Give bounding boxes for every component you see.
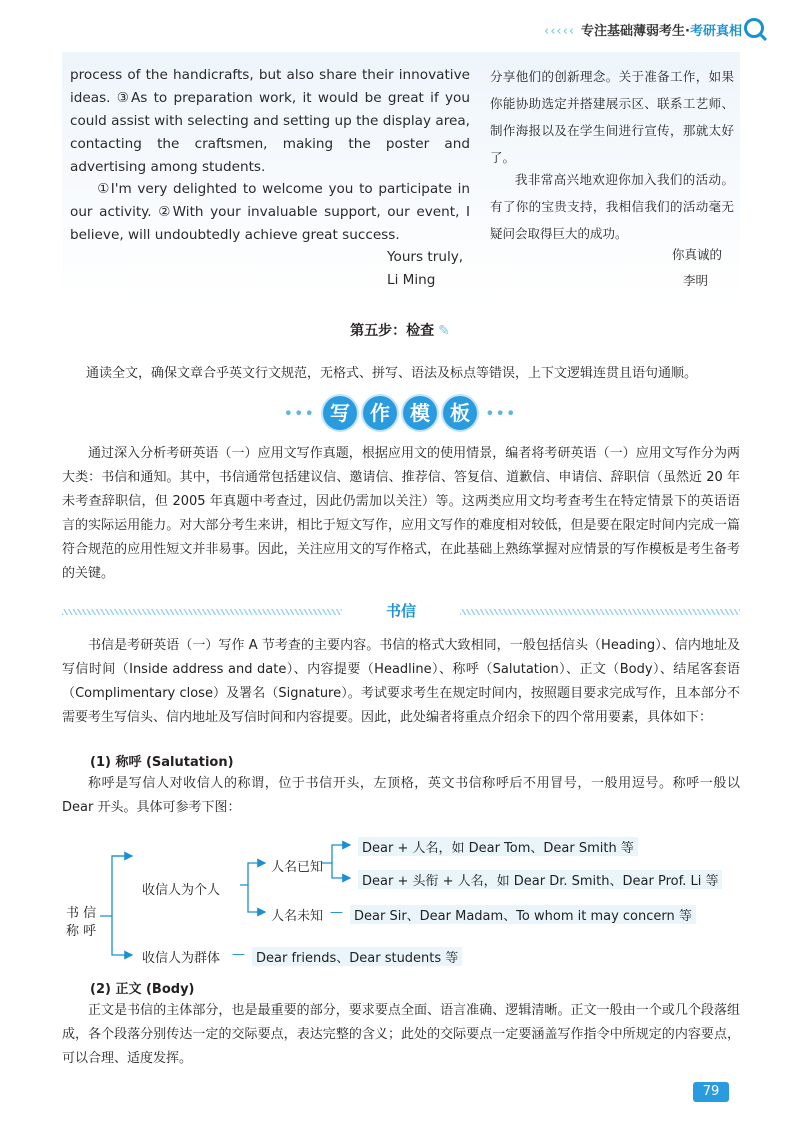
template-char-4: 板 [443,396,477,430]
letter-en-closing: Yours truly, [387,249,464,265]
step5-title [0,320,800,340]
feather-icon: ✎ [438,323,450,339]
template-char-2: 作 [363,396,397,430]
diagram-root: 书 信 称 呼 [66,906,97,939]
template-dots-right: ••• [485,403,517,423]
page-number: 79 [693,1082,729,1102]
template-title [0,396,800,430]
section-header-letters [62,600,740,624]
branch-individual-line [100,856,126,916]
diagram-dash-unknown: — [330,905,343,920]
header-tagline-text: 专注基础薄弱考生· [581,24,690,39]
letter-en-signature: Li Ming [387,272,436,288]
letter-en-para2: ①I'm very delighted to welcome you to participate in our activity. ②With your invaluable support, our event, I believe, will undoubtedly achieve great success. [70,181,470,243]
letter-cn-closing: 你真诚的 [672,247,723,262]
body-heading: (2) 正文 (Body) [90,982,195,997]
diagram-group: 收信人为群体 [142,951,221,966]
step5-title-text: 第五步：检查 [350,323,435,339]
diagram-unknown-text: Dear Sir、Dear Madam、To whom it may concern 等 [350,905,696,924]
step5-text: 通读全文，确保文章合乎英文行文规范，无格式、拼写、语法及标点等错误，上下文逻辑连贯且语句通顺。 [86,366,698,381]
diagram-dash-group: — [232,947,245,962]
header-tagline [544,20,742,39]
diagram-known-b: Dear + 头衔 + 人名，如 Dear Dr. Smith、Dear Prof. Li 等 [358,870,722,889]
salutation-text: 称呼是写信人对收信人的称谓，位于书信开头，左顶格，英文书信称呼后不用冒号，一般用逗号。称呼一般以 Dear 开头。具体可参考下图： [62,776,740,815]
salutation-heading: (1) 称呼 (Salutation) [90,755,234,770]
template-char-1: 写 [323,396,357,430]
branch-group-line [112,916,132,955]
search-icon [744,18,764,38]
template-dots-left: ••• [283,403,315,423]
template-char-3: 模 [403,396,437,430]
section-title-letters: 书信 [385,602,416,620]
branch-unknown-line [248,885,265,912]
template-intro: 通过深入分析考研英语（一）应用文写作真题，根据应用文的使用情景，编者将考研英语（一）应用文写作分为两大类：书信和通知。其中，书信通常包括建议信、邀请信、推荐信、答复信、道歉信、申请信、辞职信（虽然近 20 年未考查辞职信，但 2005 年真题中考查过，因此仍需加以关注）等。这两类应用文均考查考生在特定情景下的英语语言的实际运用能力。对大部分考生来讲，相比于短文写作，应用文写作的难度相对较低，但是要在限定时间内完成一篇符合规范的应用性短文并非易事。因此，关注应用文的写作格式，在此基础上熟练掌握对应情景的写作模板是考生备考的关键。 [62,446,740,581]
diagram-name-unknown: 人名未知 [271,909,324,924]
letter-cn-signature: 李明 [683,273,709,288]
letter-en-para1: process of the handicrafts, but also share their innovative ideas. ③As to preparation work, it would be great if you could assist with selecting and setting up the display area, contacting the craftsmen, making the poster and advertising among students. [70,67,470,175]
diagram-group-text: Dear friends、Dear students 等 [252,947,462,966]
header-highlight: 考研真相 [689,24,742,39]
letters-intro: 书信是考研英语（一）写作 A 节考查的主要内容。书信的格式大致相同，一般包括信头（Heading）、信内地址及写信时间（Inside address and date）、内容提要（Headline）、称呼（Salutation）、正文（Body）、结尾客套语（Complimentary close）及署名（Signature）。考试要求考生在规定时间内，按照题目要求完成写作，且本部分不需要考生写信头、信内地址及写信时间和内容提要。因此，此处编者将重点介绍余下的四个常用要素，具体如下： [62,638,740,725]
branch-known-a-line [322,845,350,863]
diagram-individual: 收信人为个人 [142,883,221,898]
diagram-name-known: 人名已知 [271,860,324,875]
header-arrows: ‹‹‹‹‹ [544,24,576,39]
diagram-known-a: Dear + 人名，如 Dear Tom、Dear Smith 等 [358,837,638,856]
branch-known-b-line [332,863,350,878]
body-text: 正文是书信的主体部分，也是最重要的部分，要求要点全面、语言准确、逻辑清晰。正文一般由一个或几个段落组成，各个段落分别传达一定的交际要点，表达完整的含义；此处的交际要点一定要涵盖写作指令中所规定的内容要点，可以合理、适度发挥。 [62,1003,740,1066]
letter-cn-para2: 我非常高兴地欢迎你加入我们的活动。有了你的宝贵支持，我相信我们的活动毫无疑问会取得巨大的成功。 [490,172,734,241]
letter-cn-para1: 分享他们的创新理念。关于准备工作，如果你能协助选定并搭建展示区、联系工艺师、制作海报以及在学生间进行宣传，那就太好了。 [490,69,734,165]
branch-known-line [240,863,265,885]
